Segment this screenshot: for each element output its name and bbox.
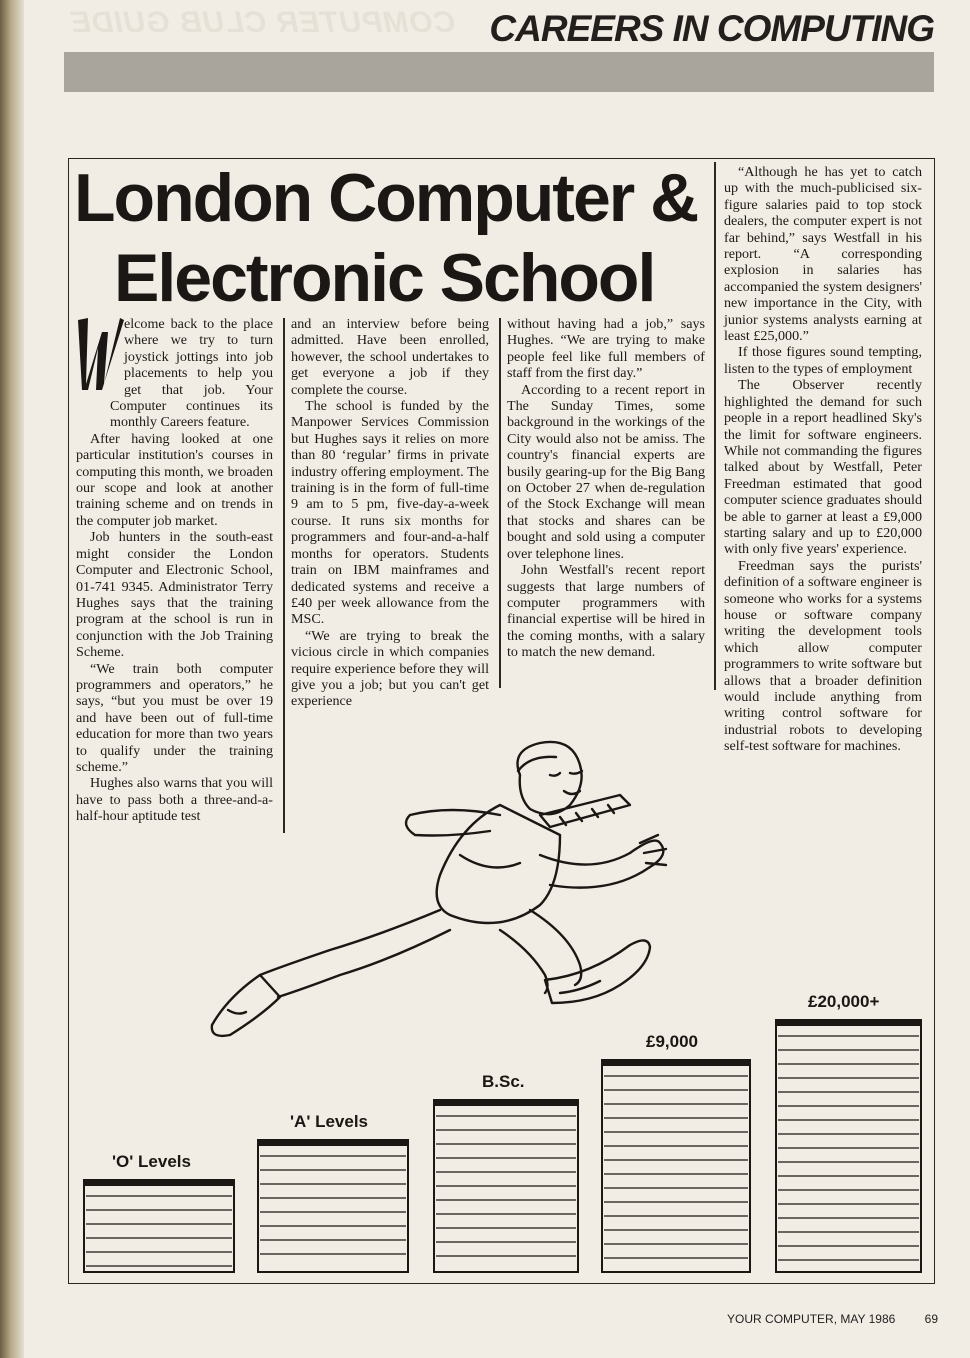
paragraph: without having had a job,” says Hughes. “We are trying to make people feel like full members of staff from the first day.” (507, 316, 705, 382)
paragraph: According to a recent report in The Sunday Times, some background in the workings of the City would also not be amiss. The country's financial experts are busily gearing-up for the Big Bang on October 27 when de-regulation of the Stock Exchange will mean that stocks and shares can be bought and sold using a computer over telephone lines. (507, 381, 705, 562)
paragraph: After having looked at one particular institution's courses in computing this month, we broaden our scope and look at another training scheme and on trends in the computer job market. (76, 430, 273, 529)
footer-magazine: YOUR COMPUTER, MAY 1986 (727, 1312, 896, 1326)
paragraph-text: elcome back to the place where we try to turn joystick jottings into job placements to help you get that job. Your Computer continues its monthly Careers feature. (110, 316, 273, 431)
bar-top-edge (84, 1180, 234, 1186)
headline-line-1: London Computer & (74, 160, 698, 236)
section-title: CAREERS IN COMPUTING (489, 8, 934, 49)
bar-2 (258, 1140, 408, 1272)
page-number: 69 (924, 1312, 938, 1326)
paragraph: and an interview before being admitted. Have been enrolled, however, the school undertakes to get everyone a job if they complete the course. (291, 316, 489, 398)
bar-top-edge (776, 1020, 921, 1026)
bar-rect (258, 1140, 408, 1272)
bar-top-edge (434, 1100, 578, 1106)
bar-label: 'O' Levels (112, 1152, 191, 1171)
bar-5 (776, 1020, 921, 1272)
paragraph: “Although he has yet to catch up with the much-publicised six-figure salaries paid to top stock dealers, the computer expert is not far behind,” says Westfall in his report. “A corresponding explosion in salaries has accompanied the system designers' new importance in the City, with junior systems analysts earning at least £25,000.” (724, 164, 922, 345)
paragraph: Hughes also warns that you will have to pass both a three-and-a-half-hour aptitude test (76, 775, 273, 825)
bar-top-edge (602, 1060, 750, 1066)
paragraph: If those figures sound tempting, listen to the types of employment (724, 344, 922, 377)
show-through-text: COMPUTER CLUB GUIDE (70, 6, 456, 39)
page-footer (701, 1312, 938, 1326)
bar-label: 'A' Levels (290, 1112, 369, 1131)
bar-1 (84, 1180, 234, 1272)
bar-rect (84, 1180, 234, 1272)
paragraph: John Westfall's recent report suggests that large numbers of computer programmers with financial expertise will be hired in the coming months, with a salary to match the new demand. (507, 562, 705, 661)
bar-label: £9,000 (646, 1032, 698, 1051)
bar-rect (602, 1060, 750, 1272)
paragraph: “We are trying to break the vicious circle in which companies require experience before they will give you a job; but you can't get experience (291, 627, 489, 710)
paragraph: “We train both computer programmers and operators,” he says, “but you must be over 19 and have been out of full-time education for more than two years to qualify under the training scheme.” (76, 660, 273, 775)
paragraph: Job hunters in the south-east might consider the London Computer and Electronic School, 01-741 9345. Administrator Terry Hughes says that the training program at the school is run in conjunction with the Job Training Scheme. (76, 529, 273, 661)
bar-4 (602, 1060, 750, 1272)
bar-label: B.Sc. (482, 1072, 525, 1091)
paragraph: The school is funded by the Manpower Services Commission but Hughes says it relies on more than 80 ‘regular’ firms in private industry offering employment. The training is in the form of full-time 9 am to 5 pm, five-day-a-week course. It runs six months for programmers and four-and-a-half months for operators. Students train on IBM mainframes and dedicated systems and receive a £40 per week allowance from the MSC. (291, 398, 489, 628)
bar-label: £20,000+ (808, 992, 880, 1011)
paragraph: The Observer recently highlighted the demand for such people in a report headlined Sky's the limit for software engineers. While not commanding the figures talked about by Westfall, Peter Freedman estimated that good computer science graduates should be able to garner at least a £9,000 starting salary and up to £20,000 with only five years' experience. (724, 377, 922, 558)
bar-3 (434, 1100, 578, 1272)
paragraph: Freedman says the purists' definition of a software engineer is someone who works for a systems house or software company writing the development tools which allow computer programmers to write software but allows that a broader definition would include anything from writing control software for industrial robots to developing self-test software for machines. (724, 557, 922, 755)
headline-line-2: Electronic School (114, 240, 655, 316)
bar-top-edge (258, 1140, 408, 1146)
bar-rect (776, 1020, 921, 1272)
